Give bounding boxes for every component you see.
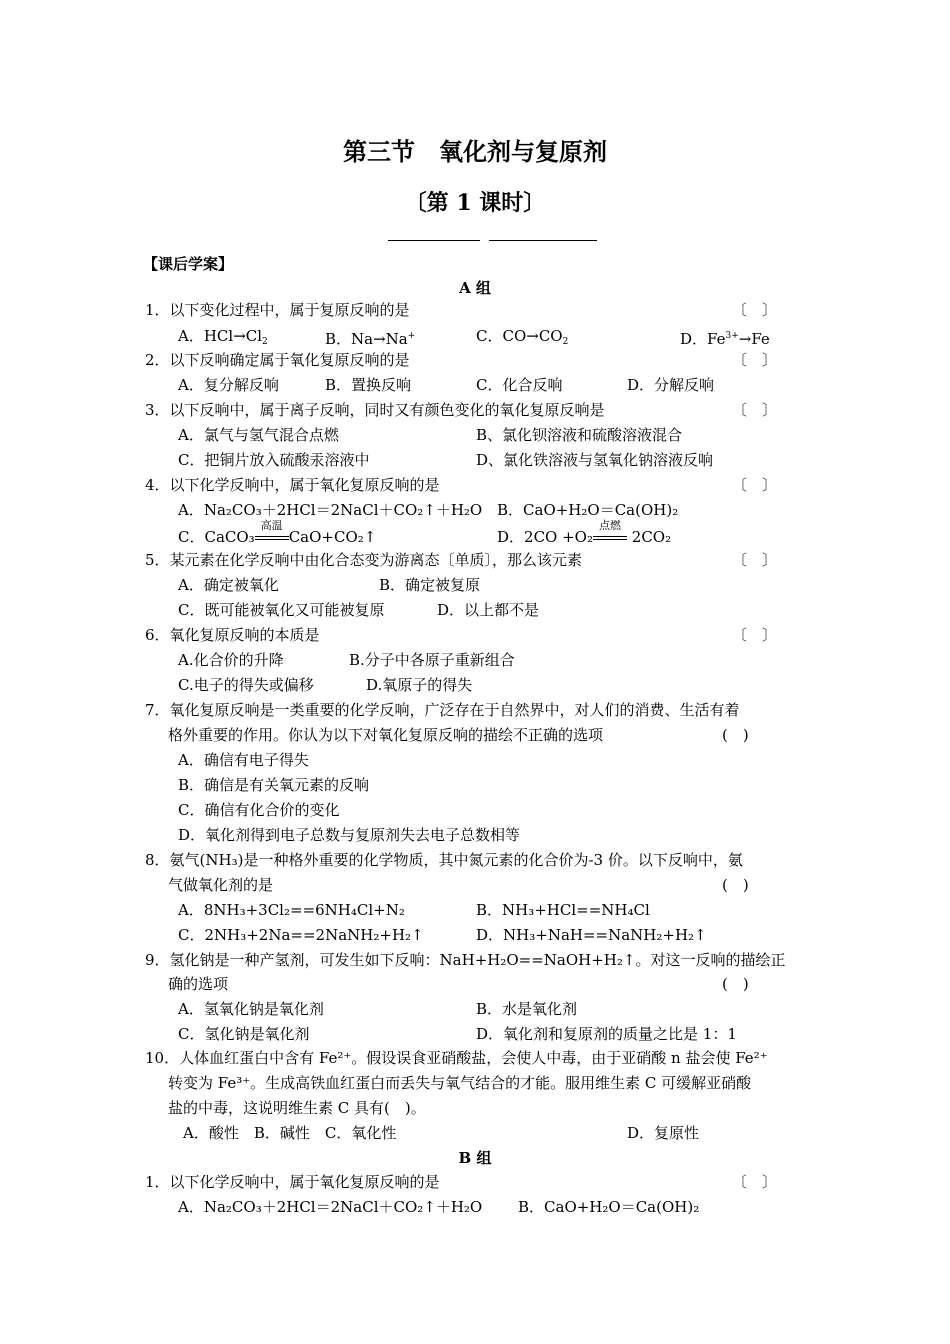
answer-bracket: 〔 〕 — [732, 301, 778, 319]
option-d: D．分解反响 — [627, 376, 715, 394]
page-title: 第三节 氧化剂与复原剂 — [343, 137, 607, 166]
option-c: C．确信有化合价的变化 — [178, 801, 340, 819]
page-subtitle: 〔第 1 课时〕 — [404, 190, 546, 216]
option-c: C．2NH₃+2Na==2NaNH₂+H₂↑ — [178, 926, 424, 944]
option-d: D．2CO +O₂ 点燃 2CO₂ — [497, 519, 672, 546]
option-c: C．CaCO₃ 高温 CaO+CO₂↑ — [178, 519, 377, 546]
option-d: D．$Fe^{3+}\to Fe$ — [680, 330, 770, 348]
option-d: D．氧化剂和复原剂的质量之比是 1：1 — [476, 1025, 737, 1043]
option-c: C．$CO\to CO_2$ — [476, 327, 569, 347]
question-stem: 5．某元素在化学反响中由化合态变为游离态〔单质〕，那么该元素 — [145, 551, 583, 569]
option-b: B．CaO+H₂O＝Ca(OH)₂ — [518, 1198, 700, 1216]
option-b: B．水是氧化剂 — [476, 1000, 578, 1018]
option-a: A．8NH₃+3Cl₂==6NH₄Cl+N₂ — [178, 901, 405, 919]
option-c: C．化合反响 — [476, 376, 563, 394]
option-b: B.分子中各原子重新组合 — [349, 651, 515, 669]
option-d: D.氧原子的得失 — [366, 676, 473, 694]
option-b: B．NH₃+HCl==NH₄Cl — [476, 901, 650, 919]
option-b: B．置换反响 — [325, 376, 412, 394]
question-stem-cont: 盐的中毒，这说明维生素 C 具有( )。 — [168, 1099, 426, 1117]
option-c: C．既可能被氧化又可能被复原 — [178, 601, 385, 619]
question-stem-cont: 格外重要的作用。你认为以下对氧化复原反响的描绘不正确的选项 — [168, 726, 604, 744]
option-b: B．确信是有关氧元素的反响 — [178, 776, 370, 794]
question-stem: 10．人体血红蛋白中含有 Fe²⁺。假设误食亚硝酸盐，会使人中毒，由于亚硝酸 n 盐会使 Fe²⁺ — [145, 1049, 768, 1067]
question-stem-cont: 确的选项 — [168, 975, 229, 993]
option-d: D．NH₃+NaH==NaNH₂+H₂↑ — [476, 926, 707, 944]
option-c: C．氢化钠是氧化剂 — [178, 1025, 310, 1043]
option-d: D．复原性 — [627, 1124, 700, 1142]
answer-bracket: 〔 〕 — [732, 476, 778, 494]
option-b: B．CaO+H₂O＝Ca(OH)₂ — [497, 501, 679, 519]
question-stem: 1．以下化学反响中，属于氧化复原反响的是 — [145, 1173, 440, 1191]
option-a: A．氢氧化钠是氧化剂 — [178, 1000, 324, 1018]
question-stem: 6．氧化复原反响的本质是 — [145, 626, 320, 644]
option-d: D、氯化铁溶液与氢氧化钠溶液反响 — [476, 451, 714, 469]
option-a: A．复分解反响 — [178, 376, 279, 394]
answer-bracket: ( ) — [722, 726, 749, 744]
option-b: B、氯化钡溶液和硫酸溶液混合 — [476, 426, 683, 444]
question-stem: 1．以下变化过程中，属于复原反响的是 — [145, 301, 410, 319]
question-stem: 2．以下反响确定属于氧化复原反响的是 — [145, 351, 410, 369]
class-blank — [489, 240, 597, 241]
section-label: 【课后学案】 — [143, 255, 234, 273]
option-d: D．以上都不是 — [437, 601, 540, 619]
option-abc: A．酸性 B．碱性 C．氧化性 — [183, 1124, 397, 1142]
question-stem: 4．以下化学反响中，属于氧化复原反响的是 — [145, 476, 440, 494]
answer-bracket: 〔 〕 — [732, 401, 778, 419]
answer-bracket: 〔 〕 — [732, 551, 778, 569]
option-a: A．$HCl\to Cl_2$ — [178, 327, 268, 347]
question-stem: 9．氢化钠是一种产氢剂，可发生如下反响：NaH+H₂O==NaOH+H₂↑。对这一反响的描绘正 — [145, 951, 786, 969]
option-b: B．确定被复原 — [379, 576, 481, 594]
group-b-label: B 组 — [458, 1149, 492, 1167]
group-a-label: A 组 — [459, 279, 491, 297]
option-d: D．氧化剂得到电子总数与复原剂失去电子总数相等 — [178, 826, 521, 844]
question-stem-cont: 转变为 Fe³⁺。生成高铁血红蛋白而丢失与氧气结合的才能。服用维生素 C 可缓解亚硝酸 — [168, 1074, 752, 1092]
answer-bracket: 〔 〕 — [732, 626, 778, 644]
option-a: A．Na₂CO₃＋2HCl＝2NaCl＋CO₂↑＋H₂O — [178, 501, 483, 519]
option-a: A.化合价的升降 — [178, 651, 284, 669]
question-stem: 3．以下反响中，属于离子反响，同时又有颜色变化的氧化复原反响是 — [145, 401, 605, 419]
answer-bracket: ( ) — [722, 975, 749, 993]
question-stem: 7．氧化复原反响是一类重要的化学反响，广泛存在于自然界中，对人们的消费、生活有着 — [145, 701, 740, 719]
reaction-condition: 高温 — [255, 527, 289, 547]
answer-bracket: 〔 〕 — [732, 1173, 778, 1191]
question-stem: 8．氨气(NH₃)是一种格外重要的化学物质，其中氮元素的化合价为-3 价。以下反响中，氨 — [145, 851, 743, 869]
answer-bracket: 〔 〕 — [732, 351, 778, 369]
option-b: B．Na→Na+ — [325, 330, 416, 348]
question-stem-cont: 气做氧化剂的是 — [168, 876, 274, 894]
answer-bracket: ( ) — [722, 876, 749, 894]
option-c: C．把铜片放入硫酸汞溶液中 — [178, 451, 370, 469]
option-a: A．氯气与氢气混合点燃 — [178, 426, 339, 444]
option-a: A．确定被氧化 — [178, 576, 279, 594]
name-blank — [388, 240, 480, 241]
option-a: A．Na₂CO₃＋2HCl＝2NaCl＋CO₂↑＋H₂O — [178, 1198, 483, 1216]
option-a: A．确信有电子得失 — [178, 751, 309, 769]
option-c: C.电子的得失或偏移 — [178, 676, 314, 694]
reaction-condition: 点燃 — [593, 527, 627, 547]
